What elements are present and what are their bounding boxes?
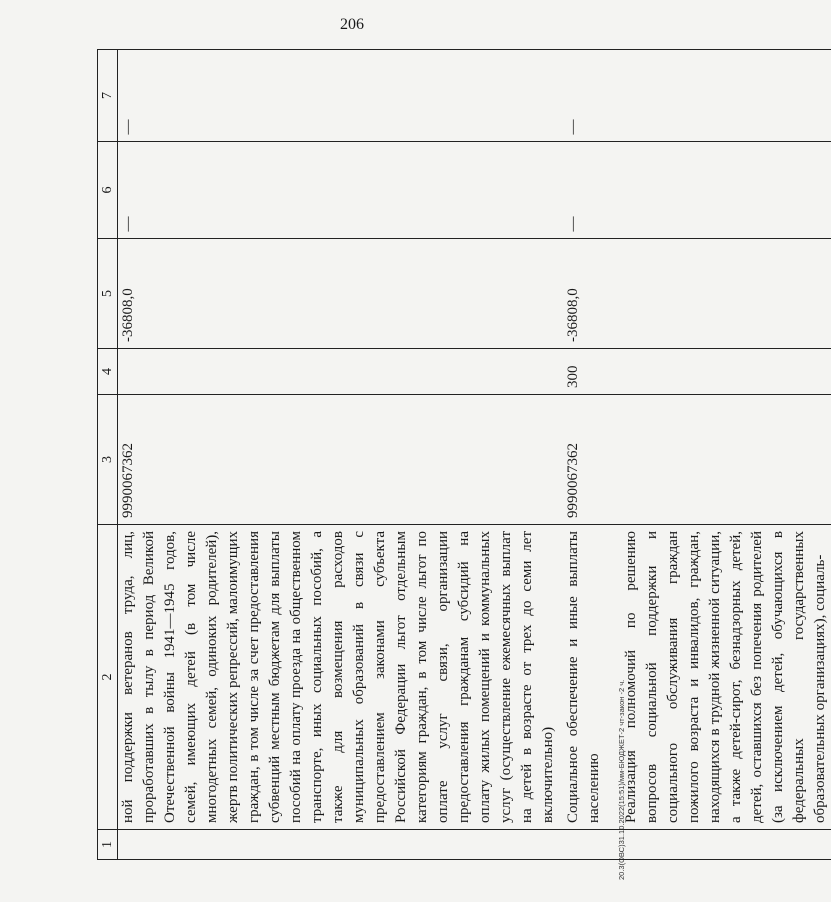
dash-mark: — (120, 119, 136, 135)
expense-type-code (605, 349, 831, 395)
row-index-cell (559, 830, 605, 860)
page-number: 206 (340, 16, 364, 33)
row-index-cell (118, 830, 560, 860)
row-description: Реализация полномочий по решению вопросов социальной поддержки и социального обслуживания граждан пожилого возраста и инвалидов, граждан, находящихся в трудной жизненной ситуации, а также детей-сирот, безнадзорных детей, детей, оставшихся без попечения родителей (за исключением детей, обучающихся в федеральных государственных образовательных организациях), социаль- (605, 525, 831, 830)
amount-value: -36808,0 (559, 239, 605, 349)
column-7-cell (118, 50, 560, 142)
column-6-cell (559, 142, 605, 239)
dash-mark: — (565, 216, 581, 232)
column-7-cell (605, 50, 831, 142)
column-number-3: 3 (98, 395, 118, 525)
column-number-5: 5 (98, 239, 118, 349)
amount-value (605, 239, 831, 349)
column-6-cell (605, 142, 831, 239)
expense-type-code (118, 349, 560, 395)
table-row (559, 50, 605, 860)
column-6-cell (118, 142, 560, 239)
column-number-7: 7 (98, 50, 118, 142)
row-description: Социальное обеспечение и иные выплаты населению (559, 525, 605, 830)
target-article-code: 9990067362 (118, 395, 560, 525)
dash-mark: — (565, 119, 581, 135)
row-index-cell (605, 830, 831, 860)
column-7-cell (559, 50, 605, 142)
dash-mark: — (120, 216, 136, 232)
budget-table (97, 49, 831, 860)
column-number-1: 1 (98, 830, 118, 860)
target-article-code: 9990067362 (559, 395, 605, 525)
table-row (605, 50, 831, 860)
expense-type-code: 300 (559, 349, 605, 395)
amount-value: -36808,0 (118, 239, 560, 349)
table-row (118, 50, 560, 860)
row-description: ной поддержки ветеранов труда, лиц, проработавших в тылу в период Великой Отечественной войны 1941—1945 годов, семей, имеющих детей (в том числе многодетных семей, одиноких родителей), жертв политических репрессий, малоимущих граждан, в том числе за счет предоставления субвенций местным бюджетам для выплаты пособий на оплату проезда на общественном транспорте, иных социальных пособий, а также для возмещения расходов муниципальных образований в связи с предоставлением законами субъекта Российской Федерации льгот отдельным категориям граждан, в том числе льгот по оплате услуг связи, организации предоставления гражданам субсидий на оплату жилых помещений и коммунальных услуг (осуществление ежемесячных выплат на детей в возрасте от трех до семи лет включительно) (118, 525, 560, 830)
column-number-4: 4 (98, 349, 118, 395)
target-article-code (605, 395, 831, 525)
table-header-row (98, 50, 118, 860)
column-number-6: 6 (98, 142, 118, 239)
column-number-2: 2 (98, 525, 118, 830)
document-side-note: 20.3(ОВС)31.10.2022(15:51)/мм-БЮДЖЕТ-2 чт-закон -2 ч. (617, 679, 626, 880)
